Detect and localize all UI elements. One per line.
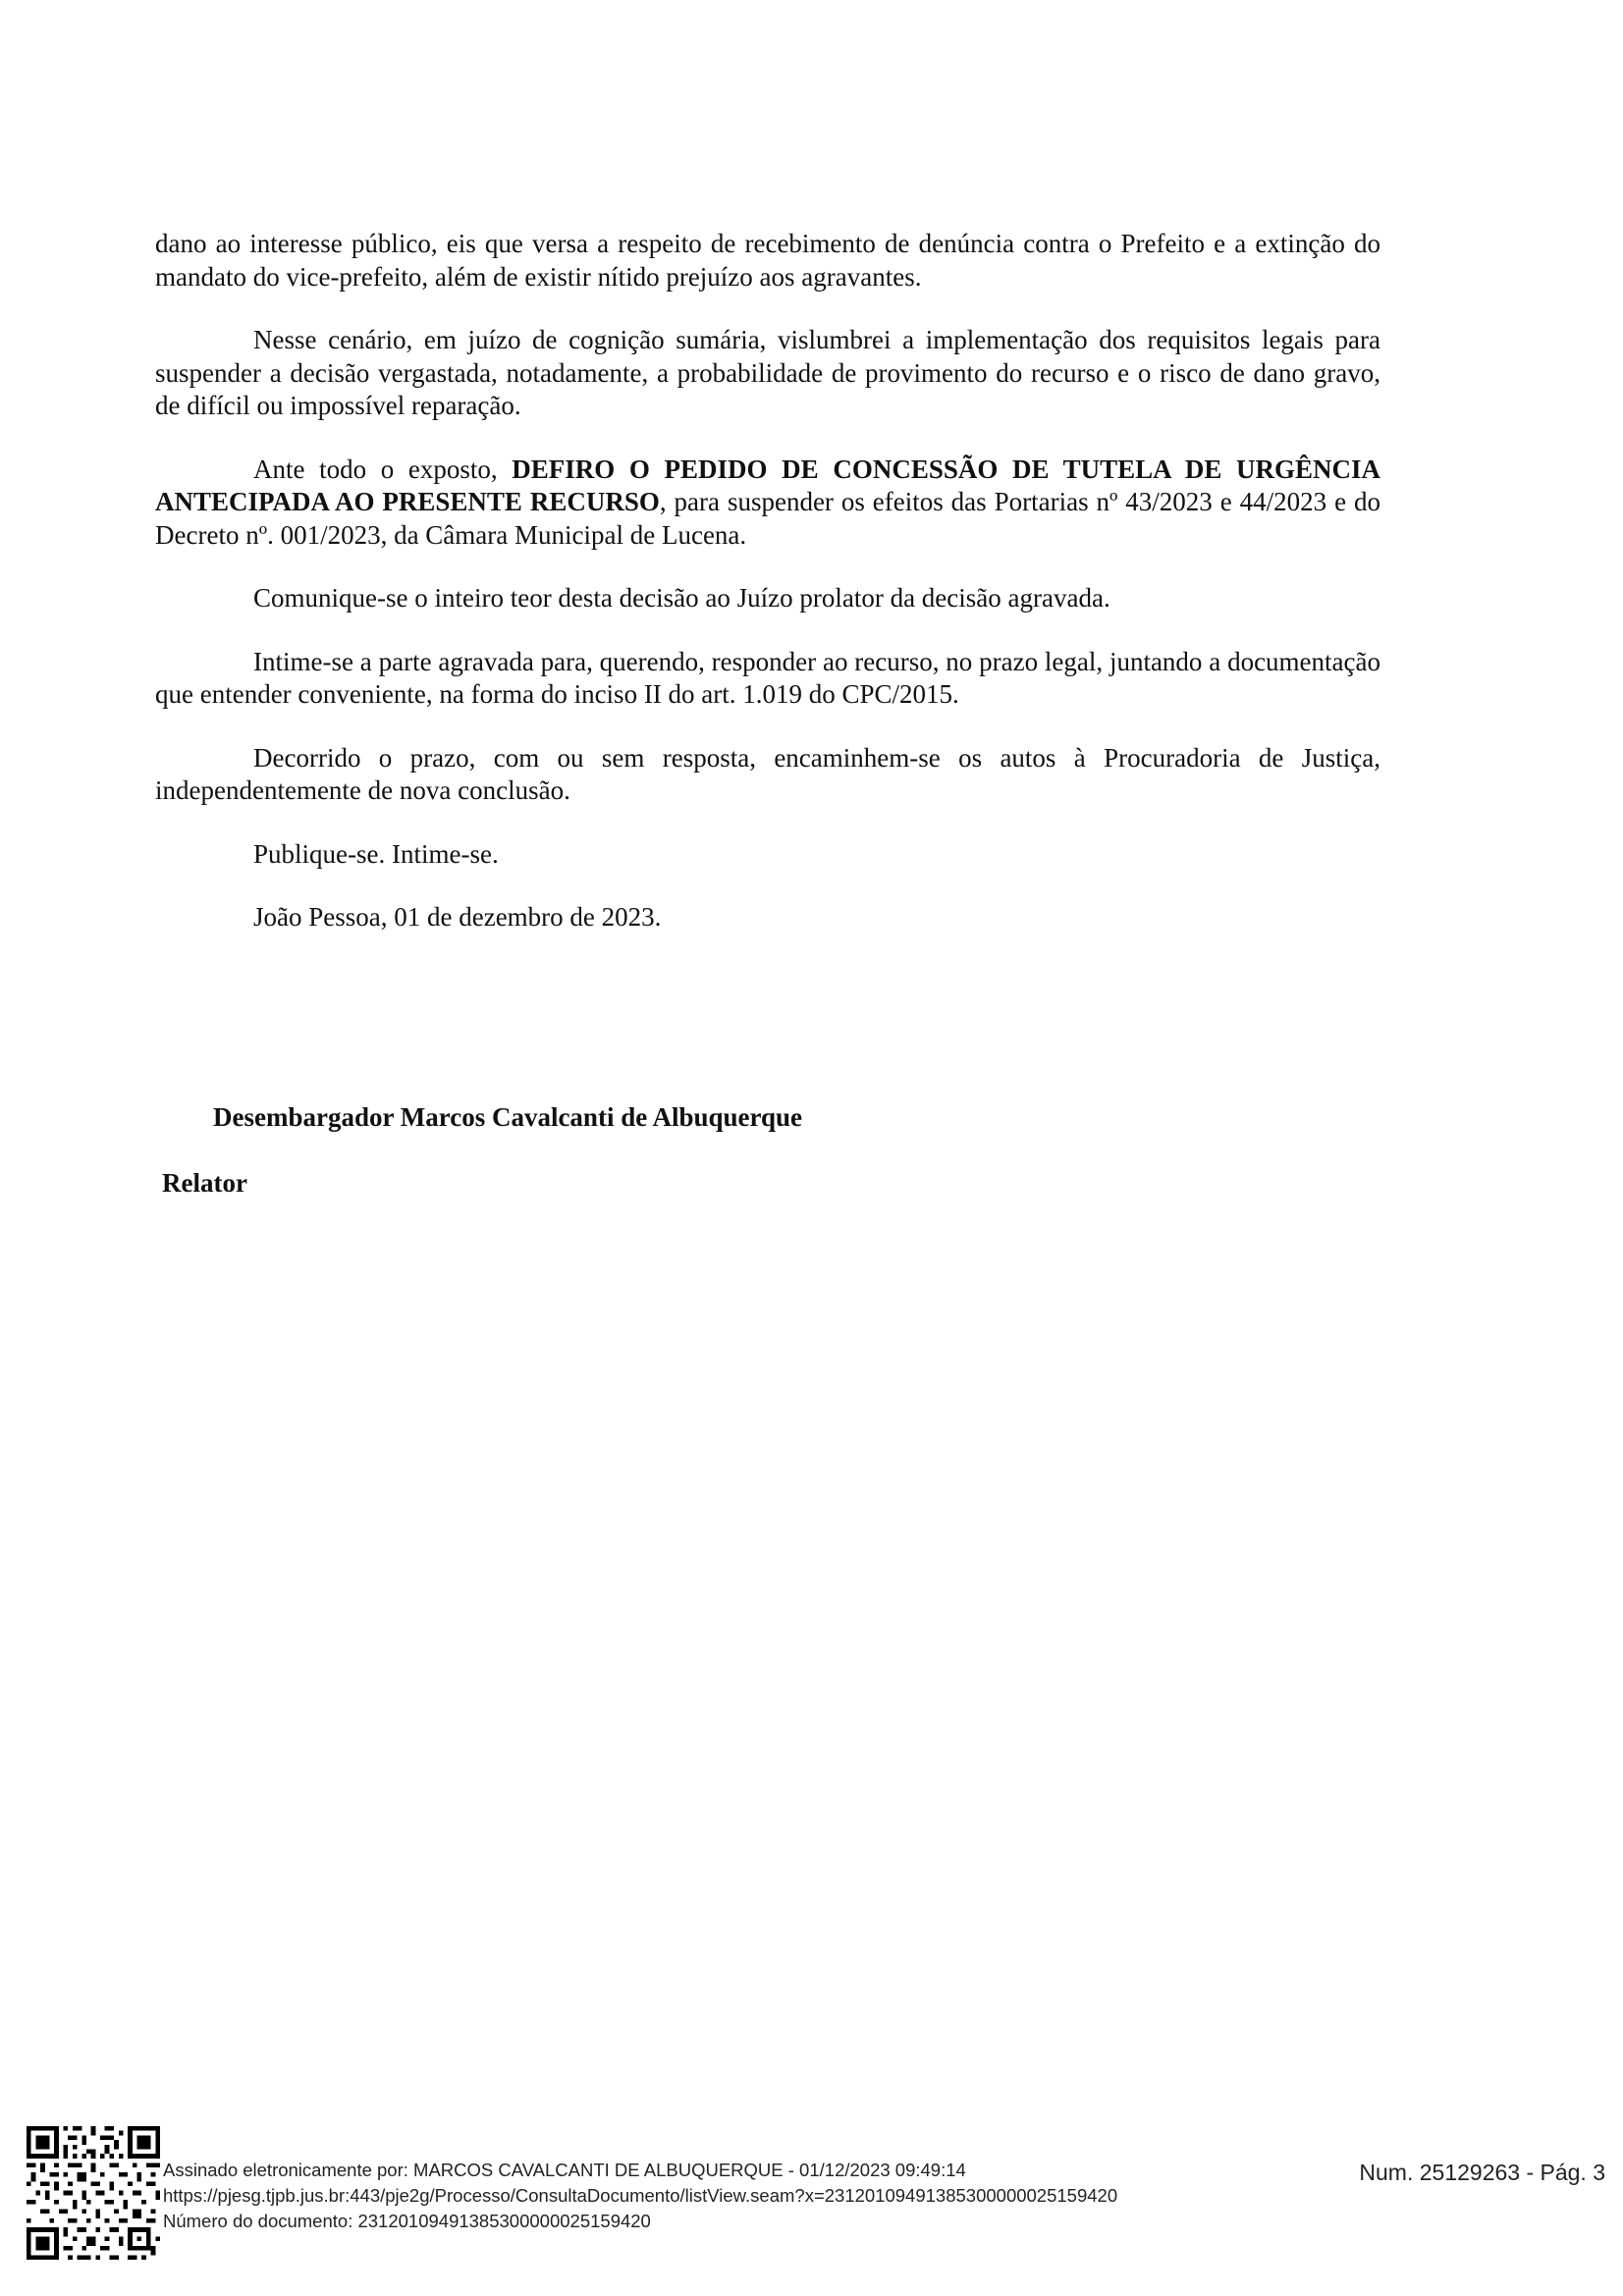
footer-url: https://pjesg.tjpb.jus.br:443/pje2g/Processo/ConsultaDocumento/listView.seam?x=23120109491385300000025159420 [163, 2185, 1118, 2206]
paragraph-notify-party: Intime-se a parte agravada para, querendo, responder ao recurso, no prazo legal, juntando a documentação que entender conveniente, na forma do inciso II do art. 1.019 do CPC/2015. [155, 646, 1380, 709]
paragraph-publish: Publique-se. Intime-se. [253, 838, 499, 869]
signer-role: Relator [162, 1168, 247, 1198]
paragraph-date-place: João Pessoa, 01 de dezembro de 2023. [253, 902, 662, 932]
qr-code-icon [27, 2126, 160, 2260]
paragraph-communicate: Comunique-se o inteiro teor desta decisão ao Juízo prolator da decisão agravada. [253, 583, 1110, 613]
document-body [155, 228, 1380, 965]
ruling-intro: Ante todo o exposto, [253, 454, 513, 484]
ruling-bold-text: DEFIRO O PEDIDO DE CONCESSÃO DE TUTELA DE URGÊNCIA ANTECIPADA AO PRESENTE RECURSO [155, 454, 1380, 516]
ruling-rest: , para suspender os efeitos das Portarias nº 43/2023 e 44/2023 e do Decreto nº. 001/2023, da Câmara Municipal de Lucena. [155, 487, 1380, 550]
paragraph-deadline: Decorrido o prazo, com ou sem resposta, encaminhem-se os autos à Procuradoria de Justiça, independentemente de nova conclusão. [155, 742, 1380, 805]
footer-signed-by: Assinado eletronicamente por: MARCOS CAVALCANTI DE ALBUQUERQUE - 01/12/2023 09:49:14 [163, 2160, 966, 2180]
signer-name: Desembargador Marcos Cavalcanti de Albuquerque [213, 1102, 803, 1132]
footer-document-number: Número do documento: 23120109491385300000025159420 [163, 2211, 651, 2231]
paragraph-damage: dano ao interesse público, eis que versa a respeito de recebimento de denúncia contra o Prefeito e a extinção do mandato do vice-prefeito, além de existir nítido prejuízo aos agravantes. [155, 229, 1380, 292]
page-number: Num. 25129263 - Pág. 3 [1359, 2160, 1605, 2185]
signature-footer [0, 2120, 1623, 2277]
paragraph-ruling [155, 454, 1380, 553]
footer-signature-info [163, 2158, 1117, 2234]
paragraph-summary-cognition: Nesse cenário, em juízo de cognição sumária, vislumbrei a implementação dos requisitos legais para suspender a decisão vergastada, notadamente, a probabilidade de provimento do recurso e o risco de dano gravo, de difícil ou impossível reparação. [155, 325, 1380, 420]
